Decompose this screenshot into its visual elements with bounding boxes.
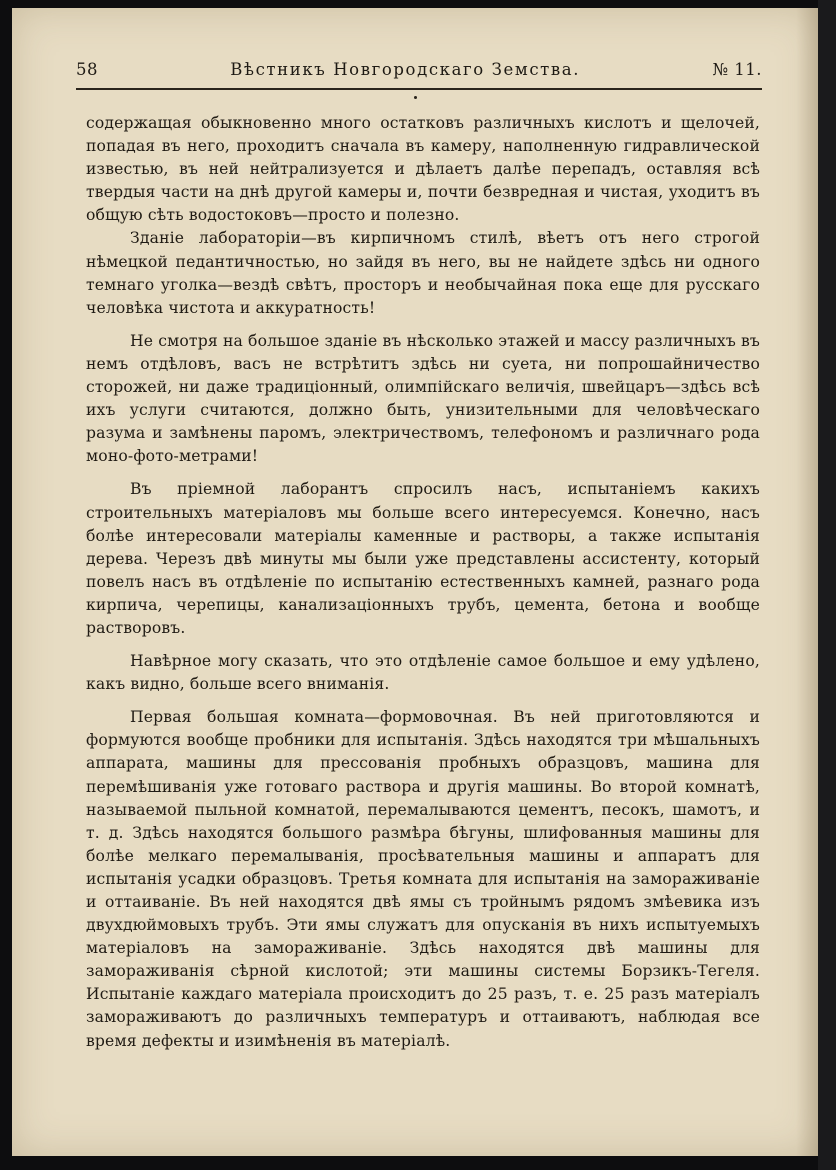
article-body	[86, 112, 760, 1053]
paragraph-1: содержащая обыкновенно много остатковъ различныхъ кислотъ и щелочей, попадая въ него, проходитъ сначала въ камеру, наполненную гидравлической известью, въ ней нейтрализуется и дѣлаетъ далѣе перепадъ, оставляя всѣ твердыя части на днѣ другой камеры и, почти безвредная и чистая, уходитъ въ общую сѣть водостоковъ—просто и полезно.	[86, 114, 760, 225]
header-rule	[76, 88, 762, 90]
paragraph-3: Не смотря на большое зданіе въ нѣсколько этажей и массу различныхъ въ немъ отдѣловъ, васъ не встрѣтитъ здѣсь ни суета, ни попрошайничество сторожей, ни даже традиціонный, олимпійскаго величія, швейцаръ—здѣсь всѣ ихъ услуги считаются, должно быть, унизительными для человѣческаго разума и замѣнены паромъ, электричествомъ, телефономъ и различнаго рода моно-фото-метрами!	[86, 331, 760, 466]
paragraph-4: Въ пріемной лаборантъ спросилъ насъ, испытаніемъ какихъ строительныхъ матеріаловъ мы больше всего интересуемся. Конечно, насъ болѣе интересовали матеріалы каменные и растворы, а также испытанія дерева. Черезъ двѣ минуты мы были уже представлены ассистенту, который повелъ насъ въ отдѣленіе по испытанію естественныхъ камней, разнаго рода кирпича, черепицы, канализаціонныхъ трубъ, цемента, бетона и вообще растворовъ.	[86, 480, 760, 637]
paragraph-2: Зданіе лабораторіи—въ кирпичномъ стилѣ, вѣетъ отъ него строгой нѣмецкой педантичностью, но зайдя въ него, вы не найдете здѣсь ни одного темнаго уголка—вездѣ свѣтъ, просторъ и необычайная пока еще для русскаго человѣка чистота и аккуратность!	[86, 229, 760, 317]
issue-number: № 11.	[712, 60, 762, 79]
page-shading	[796, 8, 818, 1156]
header-dot	[414, 96, 417, 99]
paragraph-6: Первая большая комната—формовочная. Въ ней приготовляются и формуются вообще пробники для испытанія. Здѣсь находятся три мѣшальныхъ аппарата, машины для прессованія пробныхъ образцовъ, машина для перемѣшиванія уже готоваго раствора и другія машины. Во второй комнатѣ, называемой пыльной комнатой, перемалываются цементъ, песокъ, шамотъ, и т. д. Здѣсь находятся большого размѣра бѣгуны, шлифованныя машины для болѣе мелкаго перемалыванія, просѣвательныя машины и аппаратъ для испытанія усадки образцовъ. Третья комната для испытанія на замораживаніе и оттаиваніе. Въ ней находятся двѣ ямы съ тройнымъ рядомъ змѣевика изъ двухдюймовыхъ трубъ. Эти ямы служатъ для опусканія въ нихъ испытуемыхъ матеріаловъ на замораживаніе. Здѣсь находятся двѣ машины для замораживанія сѣрной кислотой; эти машины системы Борзикъ-Тегеля. Испытаніе каждаго матеріала происходитъ до 25 разъ, т. е. 25 разъ матеріалъ замораживаютъ до различныхъ температуръ и оттаиваютъ, наблюдая все время дефекты и изимѣненія въ матеріалѣ.	[86, 708, 760, 1050]
page-number: 58	[76, 60, 98, 79]
paragraph-5: Навѣрное могу сказать, что это отдѣленіе самое большое и ему удѣлено, какъ видно, больше всего вниманія.	[86, 652, 760, 694]
journal-title: Вѣстникъ Новгородскаго Земства.	[230, 60, 581, 79]
scan-edge	[818, 0, 836, 1170]
running-header	[76, 60, 762, 79]
